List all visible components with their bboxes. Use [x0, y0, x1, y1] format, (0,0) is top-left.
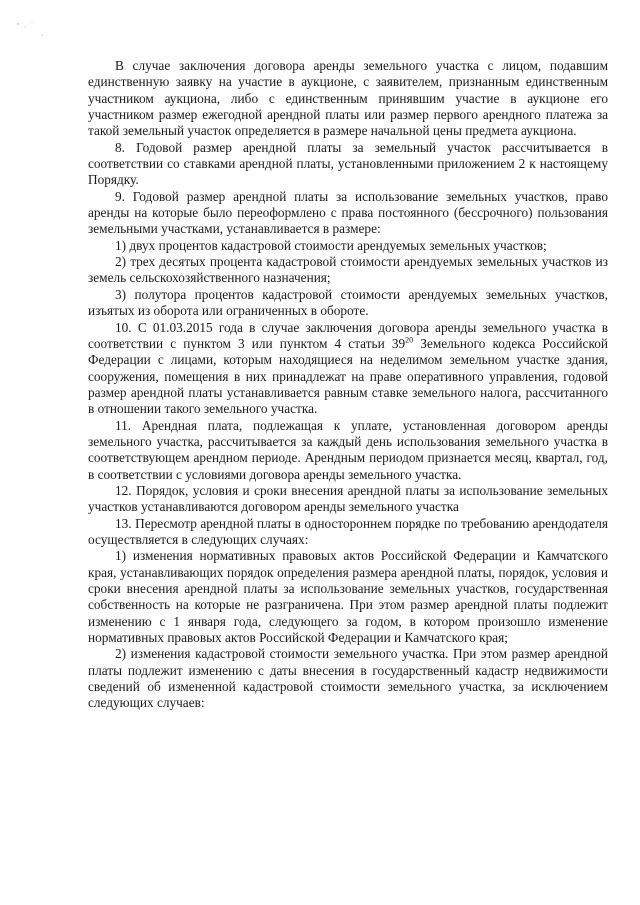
paragraph-10-text-start: 10. С 01.03.2015 года в случае заключения договора аренды земельного участка в соответствии с пунктом 3 или пунктом 4 статьи 39: [88, 319, 608, 351]
paragraph-10: [88, 320, 608, 418]
paragraph-8: 8. Годовой размер арендной платы за земельный участок рассчитывается в соответствии со ставками арендной платы, установленными приложением 2 к настоящему Порядку.: [88, 139, 608, 188]
paragraph-9-item-3: 3) полутора процентов кадастровой стоимости арендуемых земельных участков, изъятых из оборота или ограниченных в обороте.: [88, 286, 608, 319]
article-superscript: 20: [405, 335, 414, 345]
paragraph-10-text-end: Земельного кодекса Российской Федерации с лицами, которым находящиеся на неделимом земельном участке здания, сооружения, помещения в них принадлежат на праве оперативного управления, годовой размер арендной платы устанавливается равным ставке земельного налога, рассчитанного в отношении такого земельного участка.: [88, 335, 608, 417]
paragraph-auction-single-participant: В случае заключения договора аренды земельного участка с лицом, подавшим единственную заявку на участие в аукционе, с заявителем, признанным единственным участником аукциона, либо с единственным принявшим участие в аукционе его участником размер ежегодной арендной платы или размер первого арендного платежа за такой земельный участок определяется в размере начальной цены предмета аукциона.: [88, 58, 608, 139]
paragraph-9: 9. Годовой размер арендной платы за использование земельных участков, право аренды на которые было переоформлено с права постоянного (бессрочного) пользования земельными участками, устанавливается в размере:: [88, 188, 608, 237]
paragraph-13-item-1: 1) изменения нормативных правовых актов Российской Федерации и Камчатского края, устанавливающих порядок определения размера арендной платы, порядок, условия и сроки внесения арендной платы за использование земельных участков, государственная собственность на которые не разграничена. При этом размер арендной платы подлежит изменению с 1 января года, следующего за годом, в котором произошло изменение нормативных правовых актов Российской Федерации и Камчатского края;: [88, 548, 608, 646]
paragraph-12: 12. Порядок, условия и сроки внесения арендной платы за использование земельных участков устанавливаются договором аренды земельного участка: [88, 482, 608, 515]
paragraph-13: 13. Пересмотр арендной платы в одностороннем порядке по требованию арендодателя осуществляется в следующих случаях:: [88, 515, 608, 547]
scan-specks: [14, 18, 54, 42]
paragraph-11: 11. Арендная плата, подлежащая к уплате, установленная договором аренды земельного участка, рассчитывается за каждый день использования земельного участка в соответствующем арендном периоде. Арендным периодом признается месяц, квартал, год, в соответствии с условиями договора аренды земельного участка.: [88, 417, 608, 482]
document-page: [88, 58, 608, 712]
paragraph-9-item-2: 2) трех десятых процента кадастровой стоимости арендуемых земельных участков из земель сельскохозяйственного назначения;: [88, 254, 608, 286]
paragraph-13-item-2: 2) изменения кадастровой стоимости земельного участка. При этом размер арендной платы подлежит изменению с даты внесения в государственный кадастр недвижимости сведений об измененной кадастровой стоимости земельного участка, за исключением следующих случаев:: [88, 646, 608, 711]
paragraph-9-item-1: 1) двух процентов кадастровой стоимости арендуемых земельных участков;: [115, 237, 547, 253]
